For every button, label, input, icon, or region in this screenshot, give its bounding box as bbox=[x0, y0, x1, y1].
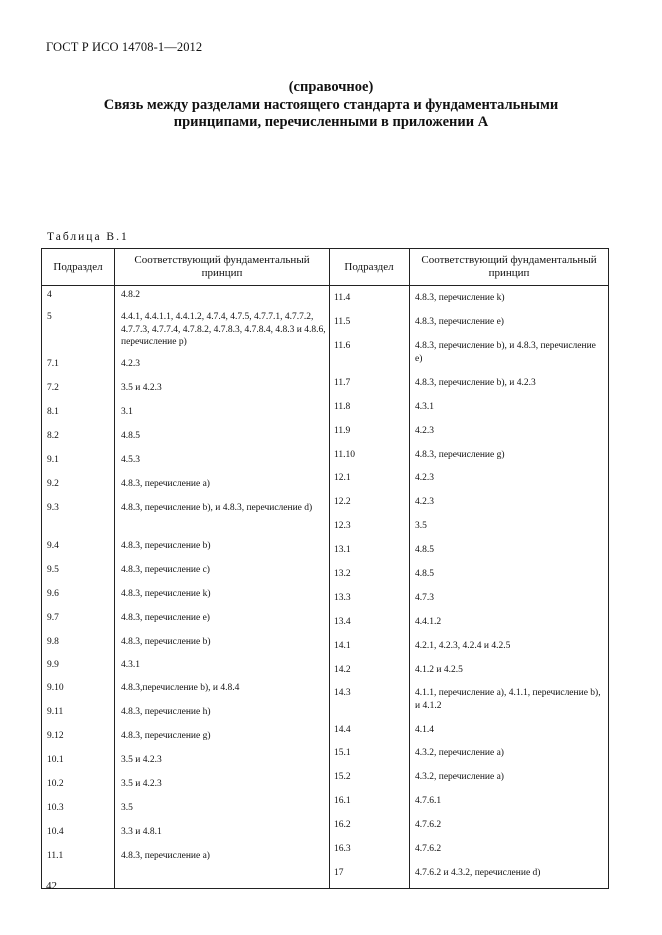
principle-cell: 3.5 bbox=[415, 521, 427, 531]
subsection-cell: 16.3 bbox=[334, 844, 351, 854]
principle-cell: 3.3 и 4.8.1 bbox=[121, 827, 162, 837]
principle-cell: 4.2.3 bbox=[121, 359, 140, 369]
principle-cell: 4.3.1 bbox=[415, 402, 434, 412]
subsection-cell: 7.1 bbox=[47, 359, 59, 369]
subsection-cell: 11.1 bbox=[47, 851, 64, 861]
principle-cell: 4.8.3, перечисление b) bbox=[121, 541, 211, 551]
subsection-cell: 17 bbox=[334, 868, 344, 878]
principle-cell: 4.8.3, перечисление а) bbox=[121, 851, 210, 861]
principle-cell: 4.8.3, перечисление е) bbox=[121, 613, 210, 623]
table-left-half bbox=[42, 249, 330, 888]
subsection-cell: 8.1 bbox=[47, 407, 59, 417]
subsection-cell: 14.1 bbox=[334, 641, 351, 651]
principle-cell: 4.8.3, перечисление h) bbox=[121, 707, 211, 717]
principle-cell: 3.1 bbox=[121, 407, 133, 417]
principle-cell: 4.8.3, перечисление b), и 4.2.3 bbox=[415, 378, 536, 388]
principle-cell: 4.8.3, перечисление а) bbox=[121, 479, 210, 489]
subsection-cell: 11.6 bbox=[334, 341, 351, 351]
subsection-cell: 11.8 bbox=[334, 402, 351, 412]
principle-cell: 4.2.3 bbox=[415, 473, 434, 483]
right-header-principle: Соответствующий фундаментальный принцип bbox=[421, 254, 597, 279]
principle-cell: 4.8.2 bbox=[121, 290, 140, 300]
principle-cell: 4.8.3,перечисление b), и 4.8.4 bbox=[121, 683, 240, 693]
subsection-cell: 4 bbox=[47, 290, 52, 300]
subsection-cell: 11.7 bbox=[334, 378, 351, 388]
principle-cell: 4.8.5 bbox=[121, 431, 140, 441]
table-right-half bbox=[329, 249, 608, 888]
principle-cell: 4.7.3 bbox=[415, 593, 434, 603]
subsection-cell: 14.3 bbox=[334, 688, 351, 698]
subsection-cell: 9.11 bbox=[47, 707, 64, 717]
subsection-cell: 9.5 bbox=[47, 565, 59, 575]
principle-cell: 4.8.3, перечисление b), и 4.8.3, перечисление е) bbox=[415, 341, 596, 364]
subsection-cell: 13.2 bbox=[334, 569, 351, 579]
principle-cell: 4.2.1, 4.2.3, 4.2.4 и 4.2.5 bbox=[415, 641, 511, 651]
principle-cell: 4.8.3, перечисление b), и 4.8.3, перечисление d) bbox=[121, 503, 313, 513]
principle-cell: 4.7.6.2 bbox=[415, 844, 442, 854]
subsection-cell: 10.3 bbox=[47, 803, 64, 813]
subsection-cell: 11.10 bbox=[334, 450, 356, 460]
annex-heading bbox=[40, 79, 622, 132]
principle-cell: 4.7.6.2 bbox=[415, 820, 442, 830]
subsection-cell: 13.1 bbox=[334, 545, 351, 555]
principle-cell: 4.3.2, перечисление а) bbox=[415, 772, 504, 782]
subsection-cell: 9.1 bbox=[47, 455, 59, 465]
principle-cell: 4.5.3 bbox=[121, 455, 140, 465]
page-number: 42 bbox=[46, 880, 57, 892]
principle-cell: 4.1.1, перечисление а), 4.1.1, перечисление b), и 4.1.2 bbox=[415, 688, 601, 711]
subsection-cell: 15.1 bbox=[334, 748, 351, 758]
principle-cell: 3.5 и 4.2.3 bbox=[121, 779, 162, 789]
subsection-cell: 5 bbox=[47, 312, 52, 322]
principle-cell: 4.8.3, перечисление е) bbox=[415, 317, 504, 327]
subsection-cell: 9.7 bbox=[47, 613, 59, 623]
subsection-cell: 12.2 bbox=[334, 497, 351, 507]
subsection-cell: 9.2 bbox=[47, 479, 59, 489]
principle-cell: 4.2.3 bbox=[415, 426, 434, 436]
subsection-cell: 9.3 bbox=[47, 503, 59, 513]
subsection-cell: 10.2 bbox=[47, 779, 64, 789]
subsection-cell: 12.1 bbox=[334, 473, 351, 483]
correspondence-table bbox=[41, 248, 609, 889]
left-header-subsection: Подраздел bbox=[53, 260, 103, 273]
subsection-cell: 16.2 bbox=[334, 820, 351, 830]
principle-cell: 4.8.3, перечисление k) bbox=[121, 589, 211, 599]
right-header-subsection: Подраздел bbox=[344, 260, 394, 273]
subsection-cell: 9.4 bbox=[47, 541, 59, 551]
subsection-cell: 9.8 bbox=[47, 637, 59, 647]
principle-cell: 4.4.1, 4.4.1.1, 4.4.1.2, 4.7.4, 4.7.5, 4.7.7.1, 4.7.7.2, 4.7.7.3, 4.7.7.4, 4.7.8.2, 4.7.8.3, 4.7.8.4, 4.8.3 и 4.8.6, перечисление р) bbox=[121, 312, 326, 347]
principle-cell: 4.3.2, перечисление а) bbox=[415, 748, 504, 758]
principle-cell: 4.8.3, перечисление b) bbox=[121, 637, 211, 647]
subsection-cell: 9.10 bbox=[47, 683, 64, 693]
subsection-cell: 16.1 bbox=[334, 796, 351, 806]
subsection-cell: 11.9 bbox=[334, 426, 351, 436]
subsection-cell: 14.2 bbox=[334, 665, 351, 675]
principle-cell: 3.5 bbox=[121, 803, 133, 813]
subsection-cell: 8.2 bbox=[47, 431, 59, 441]
table-caption: Таблица В.1 bbox=[47, 231, 129, 243]
subsection-cell: 13.4 bbox=[334, 617, 351, 627]
annex-title: Связь между разделами настоящего стандарта и фундаментальными принципами, перечисленными в приложении А bbox=[103, 96, 559, 130]
subsection-cell: 9.12 bbox=[47, 731, 64, 741]
principle-cell: 4.3.1 bbox=[121, 660, 140, 670]
principle-cell: 4.4.1.2 bbox=[415, 617, 442, 627]
principle-cell: 4.8.3, перечисление g) bbox=[121, 731, 211, 741]
left-header-principle: Соответствующий фундаментальный принцип bbox=[134, 254, 310, 279]
subsection-cell: 10.4 bbox=[47, 827, 64, 837]
principle-cell: 4.8.3, перечисление k) bbox=[415, 293, 505, 303]
subsection-cell: 9.6 bbox=[47, 589, 59, 599]
principle-cell: 4.8.5 bbox=[415, 545, 434, 555]
subsection-cell: 11.4 bbox=[334, 293, 351, 303]
subsection-cell: 13.3 bbox=[334, 593, 351, 603]
subsection-cell: 9.9 bbox=[47, 660, 59, 670]
principle-cell: 4.8.3, перечисление с) bbox=[121, 565, 210, 575]
subsection-cell: 14.4 bbox=[334, 725, 351, 735]
principle-cell: 4.7.6.1 bbox=[415, 796, 442, 806]
principle-cell: 4.1.2 и 4.2.5 bbox=[415, 665, 463, 675]
principle-cell: 4.7.6.2 и 4.3.2, перечисление d) bbox=[415, 868, 541, 878]
subsection-cell: 11.5 bbox=[334, 317, 351, 327]
principle-cell: 4.1.4 bbox=[415, 725, 434, 735]
principle-cell: 4.8.5 bbox=[415, 569, 434, 579]
principle-cell: 3.5 и 4.2.3 bbox=[121, 383, 162, 393]
subsection-cell: 12.3 bbox=[334, 521, 351, 531]
annex-status: (справочное) bbox=[288, 79, 374, 95]
subsection-cell: 7.2 bbox=[47, 383, 59, 393]
principle-cell: 4.2.3 bbox=[415, 497, 434, 507]
principle-cell: 4.8.3, перечисление g) bbox=[415, 450, 505, 460]
subsection-cell: 15.2 bbox=[334, 772, 351, 782]
subsection-cell: 10.1 bbox=[47, 755, 64, 765]
principle-cell: 3.5 и 4.2.3 bbox=[121, 755, 162, 765]
document-code: ГОСТ Р ИСО 14708-1—2012 bbox=[46, 40, 203, 54]
